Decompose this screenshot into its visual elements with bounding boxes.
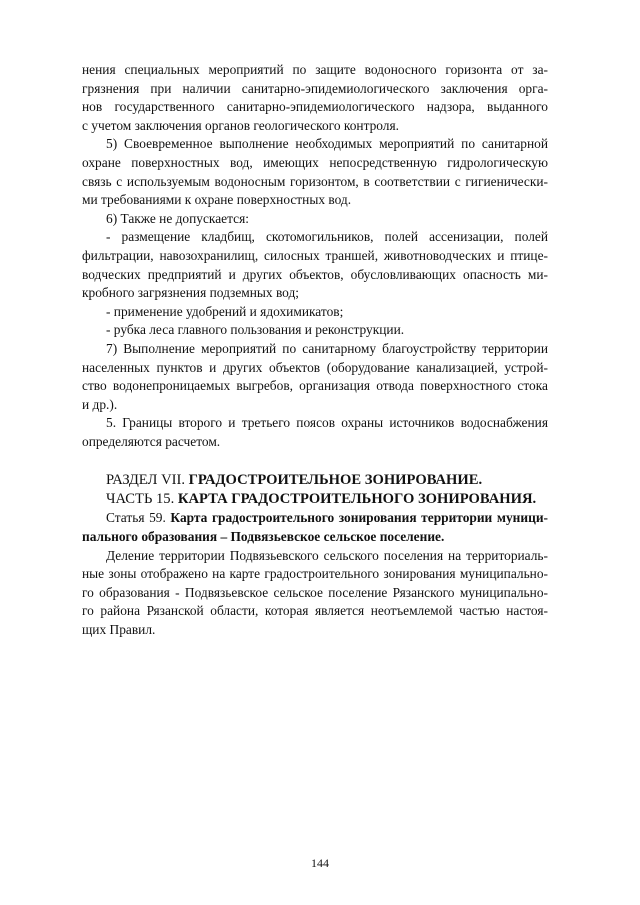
text-line: го района Рязанской области, которая является неотъемлемой частью настоя- [82, 603, 548, 619]
paragraph-item-7 [82, 340, 548, 414]
paragraph-zoning [82, 547, 548, 640]
text-line: 5. Границы второго и третьего поясов охраны источников водоснабжения [106, 415, 548, 431]
text-line: - размещение кладбищ, скотомогильников, полей ассенизации, полей [106, 229, 548, 245]
text-line: Деление территории Подвязьевского сельского поселения на территориаль- [106, 547, 548, 563]
article-title-line: пального образования – Подвязьевское сельское поселение. [82, 529, 445, 545]
part-prefix: ЧАСТЬ 15. [106, 491, 175, 508]
section-headings [82, 471, 548, 509]
text-line: 7) Выполнение мероприятий по санитарному благоустройству территории [106, 340, 548, 356]
paragraph-continuation [82, 61, 548, 135]
section-prefix: РАЗДЕЛ VII. [106, 472, 185, 489]
paragraph-list-burials [82, 228, 548, 302]
text-line: 5) Своевременное выполнение необходимых мероприятий по санитарной [106, 136, 548, 152]
text-line: кробного загрязнения подземных вод; [82, 285, 300, 301]
section-title: ГРАДОСТРОИТЕЛЬНОЕ ЗОНИРОВАНИЕ. [188, 472, 483, 489]
page-number: 144 [311, 856, 329, 870]
text-line: водческих предприятий и других объектов, обусловливающих опасность ми- [82, 266, 548, 282]
body-text [82, 61, 548, 640]
text-line: нения специальных мероприятий по защите водоносного горизонта от за- [82, 62, 548, 77]
paragraph-item-6 [82, 210, 548, 229]
text-line: грязнения при наличии санитарно-эпидемиологического заключения орга- [82, 80, 548, 96]
text-line: 6) Также не допускается: [106, 210, 249, 226]
article-title-line: Карта градостроительного зонирования территории муници- [170, 510, 548, 526]
article-prefix: Статья 59. [106, 510, 166, 526]
text-line: щих Правил. [82, 622, 156, 638]
text-line: - рубка леса главного пользования и реконструкции. [106, 322, 405, 338]
part-title: КАРТА ГРАДОСТРОИТЕЛЬНОГО ЗОНИРОВАНИЯ. [177, 491, 537, 508]
text-line: определяются расчетом. [82, 433, 221, 449]
paragraph-item-5 [82, 135, 548, 209]
paragraph-list-logging [82, 321, 548, 340]
text-line: населенных пунктов и других объектов (оборудование канализацией, устрой- [82, 359, 548, 375]
article-heading [82, 509, 548, 546]
text-line: го образования - Подвязьевское сельское поселение Рязанского муниципально- [82, 584, 548, 600]
text-line: нов государственного санитарно-эпидемиологического надзора, выданного [82, 99, 548, 115]
text-line: - применение удобрений и ядохимикатов; [106, 303, 344, 319]
text-line: фильтрации, навозохранилищ, силосных траншей, животноводческих и птице- [82, 247, 548, 263]
paragraph-item-5-boundaries [82, 414, 548, 451]
text-line: ми требованиями к охране поверхностных вод. [82, 192, 352, 208]
section-heading [82, 471, 548, 490]
text-line: и др.). [82, 396, 118, 412]
paragraph-list-fertilizers [82, 303, 548, 322]
text-line: охране поверхностных вод, имеющих непосредственную гидрологическую [82, 154, 548, 170]
part-heading [82, 490, 548, 509]
text-line: ство водонепроницаемых выгребов, организация отвода поверхностного стока [82, 378, 548, 394]
text-line: с учетом заключения органов геологического контроля. [82, 117, 399, 133]
text-line: ные зоны отображено на карте градостроительного зонирования муниципально- [82, 566, 548, 582]
text-line: связь с используемым водоносным горизонтом, в соответствии с гигиенически- [82, 173, 548, 189]
